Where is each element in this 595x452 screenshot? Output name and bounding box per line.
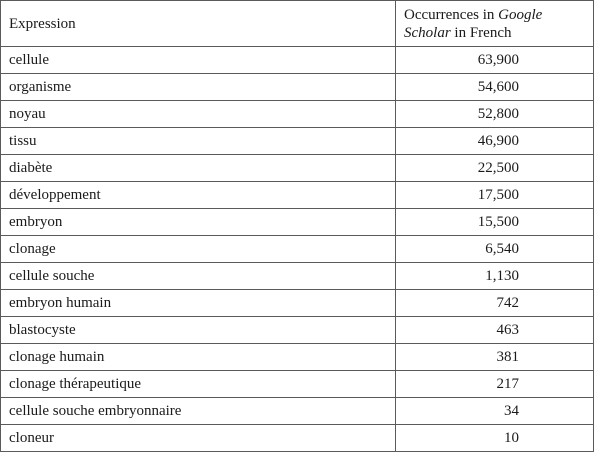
occurrence-count-cell: 52,800 (396, 101, 594, 128)
occurrence-count-cell: 34 (396, 398, 594, 425)
table-row (1, 317, 594, 344)
header-in-french: in French (450, 24, 512, 41)
header-google: Google (498, 6, 543, 23)
occurrence-count-cell: 22,500 (396, 155, 594, 182)
table-row (1, 263, 594, 290)
occurrence-count-cell: 217 (396, 371, 594, 398)
occurrence-count-cell: 742 (396, 290, 594, 317)
expression-cell: cellule souche (1, 263, 396, 290)
header-row (1, 1, 594, 47)
expression-cell: développement (1, 182, 396, 209)
expression-cell: cellule (1, 47, 396, 74)
expression-cell: blastocyste (1, 317, 396, 344)
table-row (1, 398, 594, 425)
expression-cell: tissu (1, 128, 396, 155)
expression-cell: embryon (1, 209, 396, 236)
table-row (1, 425, 594, 452)
occurrence-count-cell: 10 (396, 425, 594, 452)
table-row (1, 182, 594, 209)
occurrence-count-cell: 63,900 (396, 47, 594, 74)
table-row (1, 344, 594, 371)
expression-cell: clonage (1, 236, 396, 263)
expression-cell: clonage thérapeutique (1, 371, 396, 398)
header-scholar: Scholar (404, 24, 451, 41)
table-row (1, 47, 594, 74)
expression-cell: organisme (1, 74, 396, 101)
header-expression: Expression (1, 1, 396, 47)
occurrence-count-cell: 381 (396, 344, 594, 371)
table-row (1, 155, 594, 182)
table-row (1, 101, 594, 128)
header-occurrences (396, 1, 594, 47)
table-row (1, 74, 594, 101)
expression-cell: noyau (1, 101, 396, 128)
table-row (1, 128, 594, 155)
expression-cell: embryon humain (1, 290, 396, 317)
occurrence-count-cell: 17,500 (396, 182, 594, 209)
occurrence-count-cell: 1,130 (396, 263, 594, 290)
table-body (1, 47, 594, 452)
expression-cell: diabète (1, 155, 396, 182)
occurrence-count-cell: 463 (396, 317, 594, 344)
table-row (1, 290, 594, 317)
table-row (1, 236, 594, 263)
occurrence-count-cell: 46,900 (396, 128, 594, 155)
expression-cell: cloneur (1, 425, 396, 452)
occurrence-count-cell: 6,540 (396, 236, 594, 263)
occurrence-count-cell: 54,600 (396, 74, 594, 101)
table-row (1, 371, 594, 398)
occurrence-count-cell: 15,500 (396, 209, 594, 236)
expression-cell: clonage humain (1, 344, 396, 371)
expression-cell: cellule souche embryonnaire (1, 398, 396, 425)
table-row (1, 209, 594, 236)
header-occurrences-text: Occurrences in (404, 6, 499, 23)
